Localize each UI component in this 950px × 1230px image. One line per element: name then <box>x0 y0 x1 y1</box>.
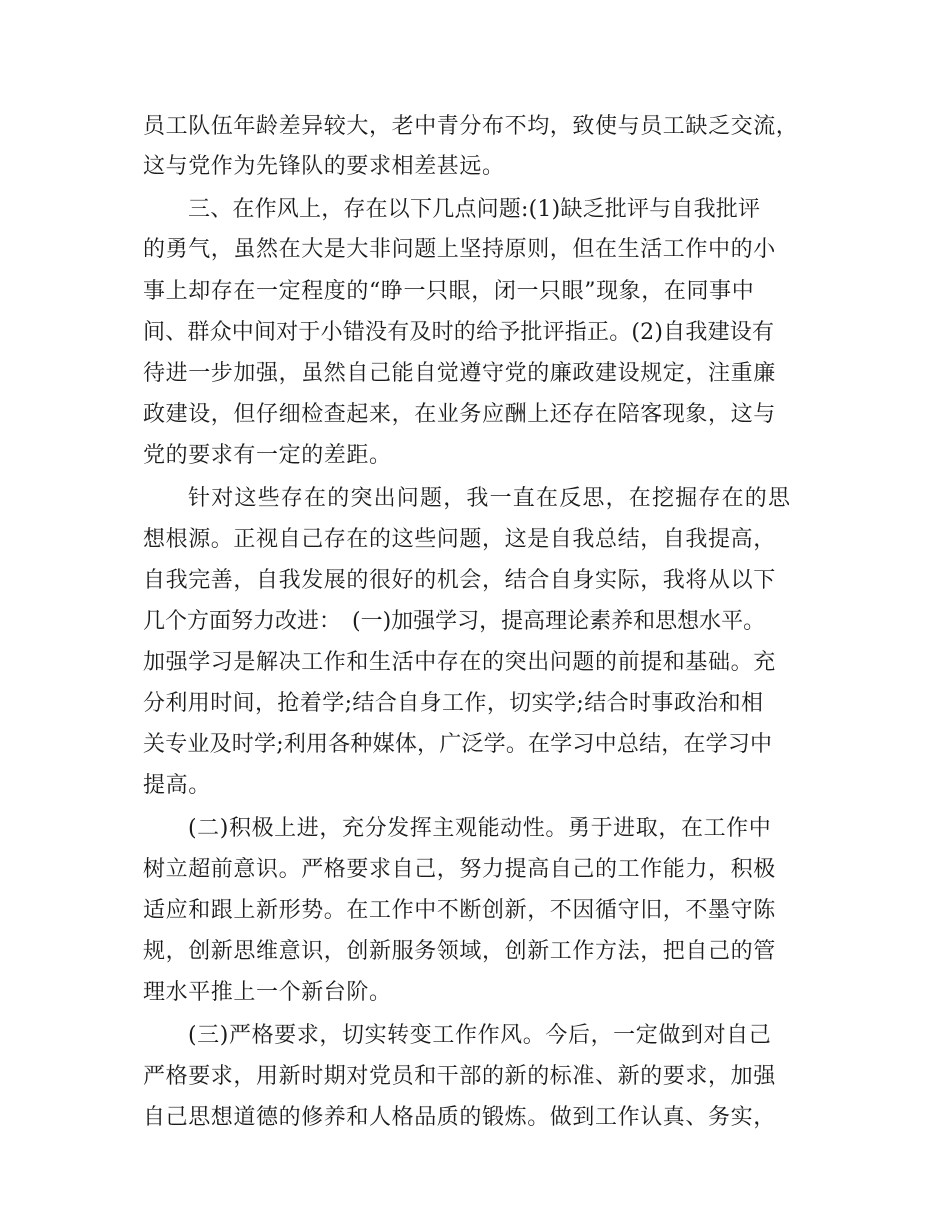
text-line: 分利用时间，抢着学;结合自身工作，切实学;结合时事政治和相 <box>143 691 764 716</box>
text-line: (二)积极上进，充分发挥主观能动性。勇于进取，在工作中 <box>188 816 772 841</box>
text-line: 自己思想道德的修养和人格品质的锻炼。做到工作认真、务实， <box>143 1105 776 1130</box>
text-line: 三、在作风上，存在以下几点问题:(1)缺乏批评与自我批评 <box>188 197 761 222</box>
text-line: 员工队伍年龄差异较大，老中青分布不均，致使与员工缺乏交流， <box>143 114 799 139</box>
text-line: 适应和跟上新形势。在工作中不断创新，不因循守旧，不墨守陈 <box>143 898 776 923</box>
text-line: 政建设，但仔细检查起来，在业务应酬上还存在陪客现象，这与 <box>143 402 776 427</box>
text-line: 待进一步加强，虽然自己能自觉遵守党的廉政建设规定，注重廉 <box>143 361 776 386</box>
text-line: 的勇气，虽然在大是大非问题上坚持原则，但在生活工作中的小 <box>143 237 776 262</box>
text-line: 树立超前意识。严格要求自己，努力提高自己的工作能力，积极 <box>143 857 776 882</box>
text-line: 关专业及时学;利用各种媒体，广泛学。在学习中总结，在学习中 <box>143 732 773 757</box>
text-line: 自我完善，自我发展的很好的机会，结合自身实际，我将从以下 <box>143 568 776 593</box>
text-line: 提高。 <box>143 773 211 798</box>
text-line: 几个方面努力改进： (一)加强学习，提高理论素养和思想水平。 <box>143 609 766 634</box>
text-line: 严格要求，用新时期对党员和干部的新的标准、新的要求，加强 <box>143 1064 776 1089</box>
text-line: 想根源。正视自己存在的这些问题，这是自我总结，自我提高， <box>143 527 776 552</box>
text-line: 这与党作为先锋队的要求相差甚远。 <box>143 154 505 179</box>
text-line: 党的要求有一定的差距。 <box>143 443 392 468</box>
text-line: 间、群众中间对于小错没有及时的给予批评指正。(2)自我建设有 <box>143 320 775 345</box>
text-line: 加强学习是解决工作和生活中存在的突出问题的前提和基础。充 <box>143 650 776 675</box>
text-line: (三)严格要求，切实转变工作作风。今后，一定做到对自己 <box>188 1023 772 1048</box>
text-line: 理水平推上一个新台阶。 <box>143 980 392 1005</box>
text-line: 针对这些存在的突出问题，我一直在反思，在挖掘存在的思 <box>188 486 792 511</box>
text-line: 事上却存在一定程度的“睁一只眼，闭一只眼”现象，在同事中 <box>143 279 755 304</box>
text-line: 规，创新思维意识，创新服务领域，创新工作方法，把自己的管 <box>143 939 776 964</box>
